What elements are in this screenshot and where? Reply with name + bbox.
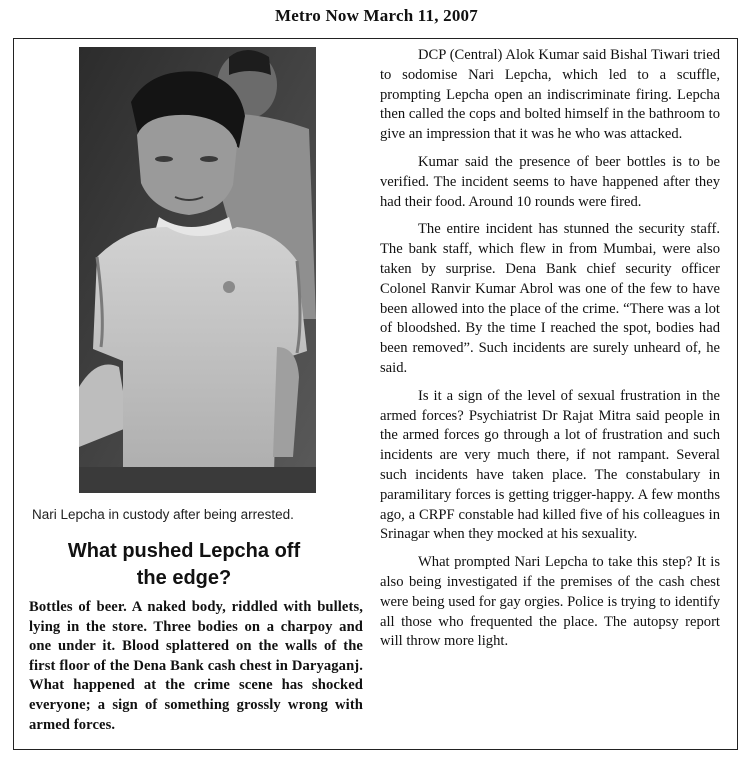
article-paragraph: What prompted Nari Lepcha to take this step? It is also being investigated if the premises of the cash chest were being used for gay orgies. Police is trying to identify all those who frequented the place. The autopsy report will throw more light.: [380, 554, 720, 650]
news-photo: [79, 47, 316, 493]
article-body: [380, 46, 720, 660]
article-paragraph: Kumar said the presence of beer bottles is to be verified. The incident seems to have happened after they had their food. Around 10 rounds were fired.: [380, 153, 720, 210]
photo-illustration: [79, 47, 316, 493]
headline: [24, 538, 344, 592]
article-paragraph: Is it a sign of the level of sexual frustration in the armed forces? Psychiatrist Dr Rajat Mitra said people in the armed forces go through a lot of frustration and such incidents are very much there, if not rampant. Several such incidents have taken place. The constabulary in paramilitary forces is getting trigger-happy. A few months ago, a CRPF constable had killed five of his colleagues in Srinagar when they mocked at his sexuality.: [380, 387, 720, 543]
article-paragraph: The entire incident has stunned the security staff. The bank staff, which flew in from Mumbai, were also taken by surprise. Dena Bank chief security officer Colonel Ranvir Kumar Abrol was one of the few to have been allowed into the place of the crime. “There was a lot of bloodshed. By the time I reached the spot, bodies had been removed”. Such incidents are surely unheard of, he said.: [380, 221, 720, 376]
photo-caption: Nari Lepcha in custody after being arrested.: [32, 507, 294, 522]
article-paragraph: DCP (Central) Alok Kumar said Bishal Tiwari tried to sodomise Nari Lepcha, which led to a scuffle, prompting Lepcha open an indiscriminate firing. Lepcha then called the cops and bolted himself in the bathroom to give an impression that it was he who was attacked.: [380, 47, 720, 143]
headline-line-1: What pushed Lepcha off: [67, 540, 301, 562]
headline-line-2: the edge?: [136, 567, 232, 589]
masthead: Metro Now March 11, 2007: [275, 6, 478, 25]
lead-paragraph: Bottles of beer. A naked body, riddled with bullets, lying in the store. Three bodies on a charpoy and one under it. Blood splattered on the walls of the first floor of the Dena Bank cash chest in Daryaganj. What happened at the crime scene has shocked everyone; a sign of something grossly wrong with armed forces.: [29, 599, 363, 733]
